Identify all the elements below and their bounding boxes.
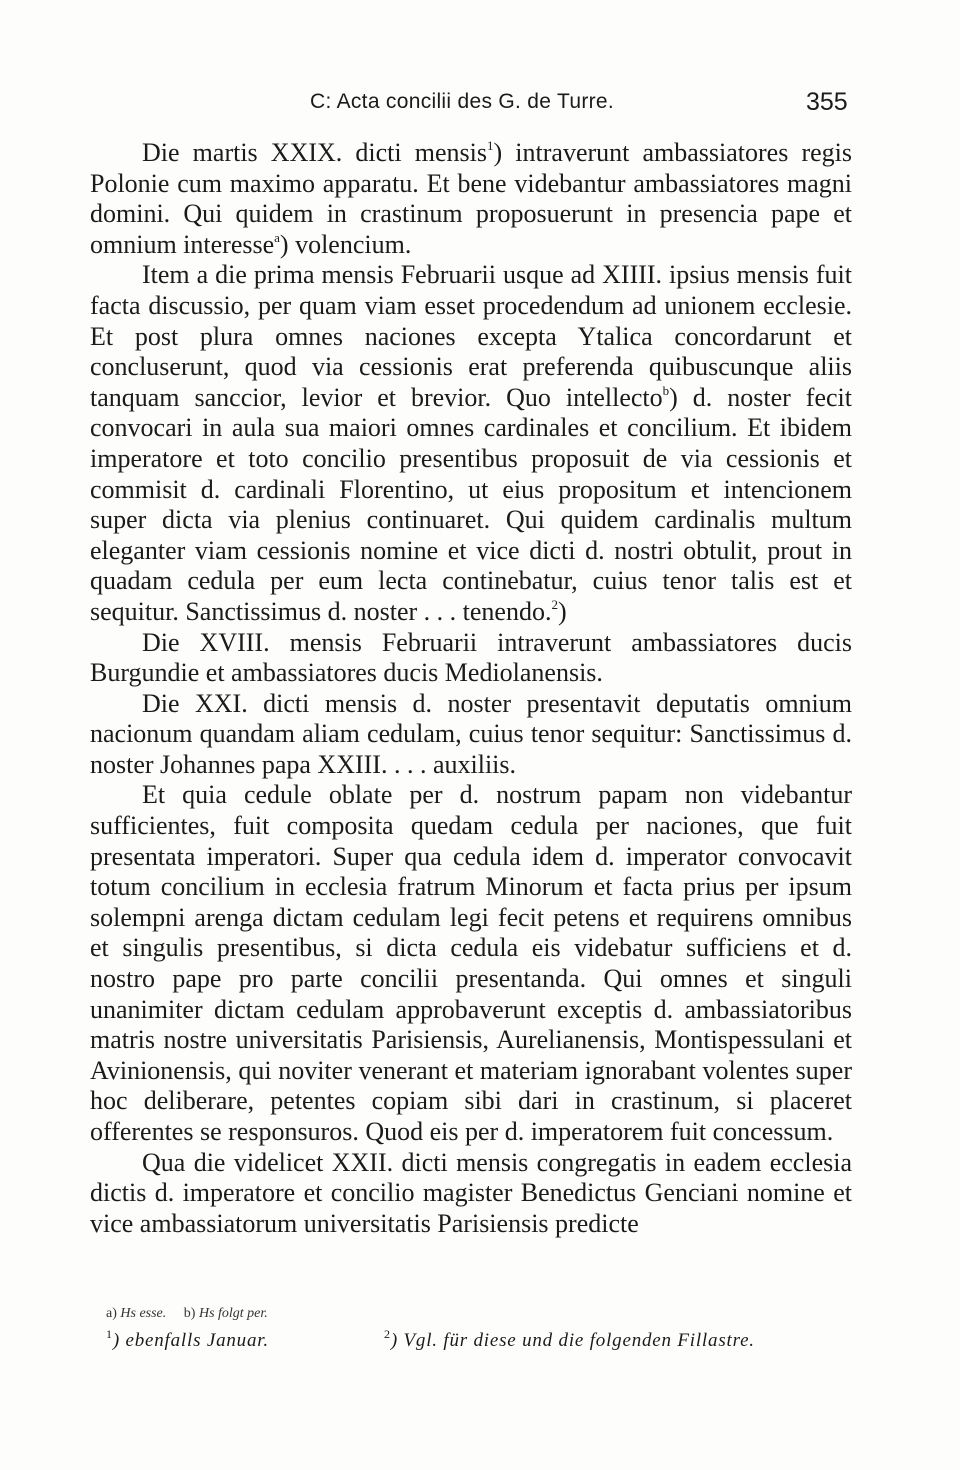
paragraph — [90, 1148, 852, 1240]
textual-note — [184, 1306, 268, 1321]
footnote — [106, 1327, 269, 1352]
note-mark: b) — [183, 1306, 196, 1321]
text-run: ) d. noster fecit convocari in aula sua maiori omnes cardinales et concilium. Et ibidem imperatore et toto concilio presentibus proposuit de via cessionis et commisit d. cardinali Florentino, ut eius propositum et intencionem super dicta via plenius continuaret. Qui quidem cardinalis multum eleganter viam cessionis nomine et vice dicti d. nostri obtulit, prout in quadam cedula per eum lecta continebatur, cuius tenor talis est et sequitur. Sanctissimus d. noster . . . tenendo. — [90, 382, 852, 626]
body-text — [90, 138, 852, 1239]
text-run: Et quia cedule oblate per d. nostrum papam non videbantur sufficientes, fuit composita quedam cedula per naciones, que fuit presentata imperatori. Super qua cedula idem d. imperator convocavit totum concilium in ecclesia fratrum Minorum et facta prius per ipsum solempni arenga dictam cedulam legi fecit petens et requirens omnibus et singulis presentibus, si dicta cedula eis videbatur sufficiens et d. nostro pape pro parte concilii presentanda. Qui omnes et singuli unanimiter dictam cedulam approbaverunt exceptis d. ambassiatoribus matris nostre universitatis Parisiensis, Aurelianensis, Montispessulani et Avinionensis, qui noviter venerant et materiam ignorabant volentes super hoc deliberare, petentes copiam sibi dari in crastinum, si placeret offerentes se responsuros. Quod eis per d. imperatorem fuit concessum. — [90, 780, 852, 1146]
note-reference: b — [662, 382, 670, 398]
paragraph — [90, 260, 852, 627]
running-title: C: Acta concilii des G. de Turre. — [310, 90, 615, 113]
textual-notes — [106, 1306, 282, 1322]
text-run: Die martis XXIX. dicti mensis — [142, 138, 487, 167]
paragraph — [90, 138, 852, 260]
paragraph — [90, 689, 852, 781]
page-header — [0, 84, 960, 124]
footnote-mark: 1 — [106, 1327, 113, 1341]
text-run: ) intraverunt ambassiatores regis Polonie cum maximo apparatu. Et bene videbantur ambassiatores magni domini. Qui quidem in crastinum proposuerunt in presencia pape et omnium interesse — [90, 138, 853, 259]
footnote-text: ) Vgl. für diese und die folgenden Fillastre. — [390, 1330, 755, 1351]
note-reference: 1 — [487, 138, 494, 153]
text-run: Die XVIII. mensis Februarii intraverunt ambassiatores ducis Burgundie et ambassiatores ducis Mediolanensis. — [90, 627, 852, 688]
paragraph — [90, 628, 852, 689]
text-run: Die XXI. dicti mensis d. noster presentavit deputatis omnium nacionum quandam aliam cedulam, cuius tenor sequitur: Sanctissimus d. noster Johannes papa XXIII. . . . auxiliis. — [90, 688, 852, 779]
note-text: Hs esse. — [120, 1306, 167, 1321]
note-reference: a — [274, 229, 280, 245]
footnote — [384, 1327, 755, 1352]
text-run: ) volencium. — [279, 229, 412, 259]
text-run: Item a die prima mensis Februarii usque ad XIIII. ipsius mensis fuit facta discussio, per quam viam esset procedendum ad unionem ecclesie. Et post plura omnes naciones excepta Ytalica concordarunt et concluserunt, quod via cessionis erat preferenda quibuscunque aliis tanquam sanccior, levior et brevior. Quo intellecto — [90, 260, 852, 412]
note-reference: 2 — [551, 596, 558, 612]
footnote-mark: 2 — [384, 1327, 391, 1341]
text-run: ) — [557, 596, 567, 626]
textual-note — [106, 1306, 170, 1321]
note-text: Hs folgt per. — [198, 1306, 268, 1321]
note-mark: a) — [106, 1306, 117, 1321]
text-run: Qua die videlicet XXII. dicti mensis congregatis in eadem ecclesia dictis d. imperatore et concilio magister Benedictus Genciani nomine et vice ambassiatorum universitatis Parisiensis predicte — [90, 1147, 852, 1238]
footnote-text: ) ebenfalls Januar. — [112, 1330, 269, 1351]
paragraph — [90, 780, 852, 1147]
page-number: 355 — [806, 88, 848, 116]
